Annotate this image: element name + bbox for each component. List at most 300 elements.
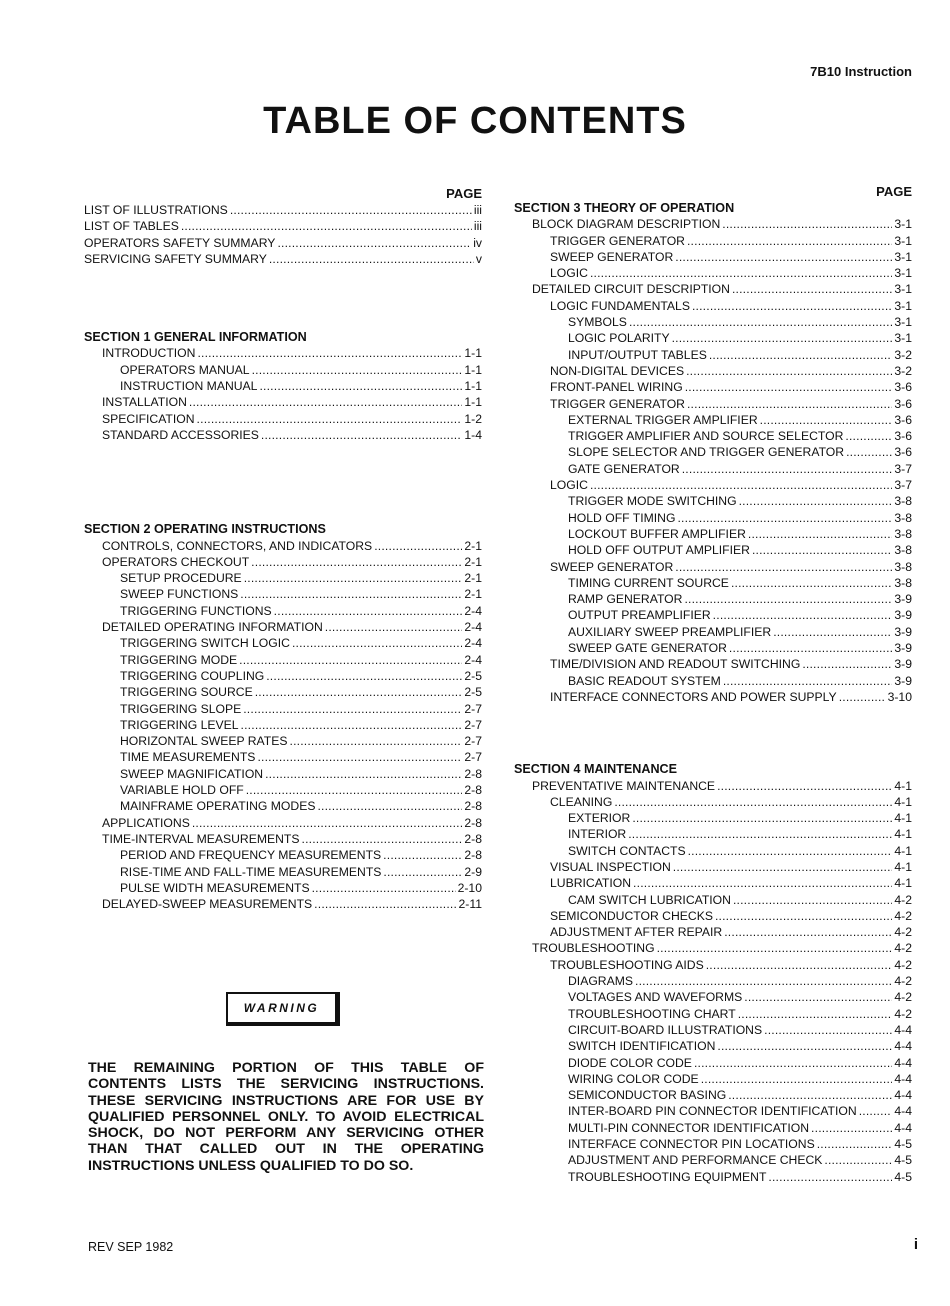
dot-leader	[292, 635, 462, 651]
toc-entry-label: LOGIC POLARITY	[568, 331, 670, 346]
toc-entry-label: HOLD OFF OUTPUT AMPLIFIER	[568, 543, 750, 558]
toc-entry	[514, 1071, 912, 1087]
page-number: i	[913, 1236, 918, 1253]
toc-entry-label: INTRODUCTION	[102, 346, 196, 361]
revision-date: REV SEP 1982	[88, 1240, 174, 1254]
toc-entry	[84, 749, 482, 765]
toc-entry-page: 3-1	[894, 217, 912, 232]
dot-leader	[251, 554, 462, 570]
page-column-label: PAGE	[876, 184, 912, 199]
toc-entry-page: 2-8	[464, 766, 482, 781]
toc-entry-page: 2-1	[464, 554, 482, 569]
toc-entry	[84, 345, 482, 361]
toc-entry	[84, 766, 482, 782]
toc-entry-page: 4-4	[894, 1088, 912, 1103]
toc-entry-page: 3-8	[894, 575, 912, 590]
toc-entry-label: VOLTAGES AND WAVEFORMS	[568, 990, 743, 1005]
toc-entry	[84, 635, 482, 651]
dot-leader	[688, 843, 893, 859]
toc-entry	[514, 957, 912, 973]
toc-entry-label: INTERFACE CONNECTORS AND POWER SUPPLY	[550, 689, 837, 704]
toc-entry	[84, 864, 482, 880]
toc-entry-label: EXTERIOR	[568, 811, 631, 826]
toc-entry-page: 3-8	[894, 526, 912, 541]
toc-entry-label: OPERATORS SAFETY SUMMARY	[84, 235, 276, 250]
dot-leader	[257, 749, 462, 765]
toc-entry	[514, 1152, 912, 1168]
dot-leader	[614, 794, 892, 810]
toc-entry	[514, 656, 912, 672]
dot-leader	[230, 202, 472, 218]
toc-entry-page: 4-1	[894, 876, 912, 891]
toc-entry	[514, 1087, 912, 1103]
toc-entry	[514, 510, 912, 526]
toc-entry-label: INPUT/OUTPUT TABLES	[568, 347, 707, 362]
toc-entry-page: iv	[473, 235, 482, 250]
dot-leader	[733, 892, 892, 908]
toc-entry-page: 3-1	[894, 233, 912, 248]
toc-entry	[514, 908, 912, 924]
dot-leader	[246, 782, 463, 798]
toc-entry-page: 2-4	[464, 636, 482, 651]
toc-entry-page: 3-8	[894, 543, 912, 558]
warning-badge	[226, 992, 340, 1026]
toc-entry-page: 4-4	[894, 1120, 912, 1135]
dot-leader	[383, 847, 462, 863]
dot-leader	[706, 957, 893, 973]
dot-leader	[687, 396, 892, 412]
toc-entry-label: LUBRICATION	[550, 876, 632, 891]
dot-leader	[723, 673, 893, 689]
dot-leader	[325, 619, 463, 635]
toc-entry	[84, 815, 482, 831]
toc-entry-page: 3-6	[894, 445, 912, 460]
dot-leader	[802, 656, 892, 672]
toc-entry-page: 4-4	[894, 1039, 912, 1054]
dot-leader	[752, 542, 892, 558]
toc-entry	[514, 542, 912, 558]
toc-entry-page: 3-1	[894, 331, 912, 346]
toc-entry	[84, 570, 482, 586]
toc-entry-page: 2-5	[464, 685, 482, 700]
toc-entry-page: 2-1	[464, 538, 482, 553]
dot-leader	[317, 798, 462, 814]
toc-entry	[514, 379, 912, 395]
toc-entry-label: SEMICONDUCTOR BASING	[568, 1088, 727, 1103]
toc-entry-page: 3-9	[894, 624, 912, 639]
toc-entry	[514, 396, 912, 412]
dot-leader	[729, 640, 892, 656]
toc-entry-page: iii	[473, 203, 482, 217]
toc-entry-label: APPLICATIONS	[102, 815, 190, 830]
toc-entry-label: RAMP GENERATOR	[568, 592, 683, 607]
toc-entry-label: TRIGGERING SLOPE	[120, 701, 242, 716]
toc-entry-label: INTER-BOARD PIN CONNECTOR IDENTIFICATION	[568, 1104, 857, 1119]
toc-entry-page: 4-4	[894, 1055, 912, 1070]
toc-entry	[84, 619, 482, 635]
toc-entry	[84, 538, 482, 554]
dot-leader	[845, 428, 892, 444]
toc-entry-label: LOGIC	[550, 478, 588, 493]
toc-entry-label: GATE GENERATOR	[568, 461, 680, 476]
dot-leader	[839, 689, 886, 705]
toc-entry	[84, 880, 482, 896]
dot-leader	[811, 1120, 892, 1136]
toc-entry	[514, 1038, 912, 1054]
toc-entry	[514, 298, 912, 314]
toc-entry-page: 3-9	[894, 673, 912, 688]
toc-entry	[514, 1022, 912, 1038]
dot-leader	[682, 461, 893, 477]
toc-entry-page: 4-4	[894, 1071, 912, 1086]
toc-entry	[84, 394, 482, 410]
front-matter-list	[84, 202, 482, 267]
toc-entry	[84, 733, 482, 749]
toc-entry-label: LOCKOUT BUFFER AMPLIFIER	[568, 526, 746, 541]
toc-entry-page: 1-1	[464, 395, 482, 410]
toc-entry-label: LIST OF ILLUSTRATIONS	[84, 203, 228, 217]
toc-entry-page: 2-1	[464, 587, 482, 602]
toc-entry	[514, 347, 912, 363]
toc-entry	[84, 684, 482, 700]
toc-entry	[514, 1103, 912, 1119]
dot-leader	[657, 940, 893, 956]
dot-leader	[768, 1169, 892, 1185]
toc-entry-page: 3-9	[894, 592, 912, 607]
dot-leader	[632, 810, 892, 826]
dot-leader	[244, 570, 463, 586]
toc-entry	[514, 444, 912, 460]
toc-entry-page: 2-4	[464, 652, 482, 667]
toc-entry-page: 3-1	[894, 298, 912, 313]
toc-entry	[84, 427, 482, 443]
toc-entry-label: WIRING COLOR CODE	[568, 1071, 699, 1086]
toc-entry-label: INTERIOR	[568, 827, 627, 842]
toc-entry-label: FRONT-PANEL WIRING	[550, 380, 683, 395]
toc-entry-label: LOGIC FUNDAMENTALS	[550, 298, 690, 313]
toc-entry-page: 1-2	[464, 411, 482, 426]
toc-entry-page: 4-2	[894, 1006, 912, 1021]
left-column	[84, 186, 482, 912]
dot-leader	[846, 444, 892, 460]
dot-leader	[312, 880, 456, 896]
toc-entry	[514, 973, 912, 989]
toc-entry-page: 2-4	[464, 620, 482, 635]
dot-leader	[189, 394, 462, 410]
toc-entry-page: 4-1	[894, 811, 912, 826]
dot-leader	[290, 733, 463, 749]
toc-entry-page: 3-8	[894, 510, 912, 525]
dot-leader	[633, 875, 892, 891]
toc-entry	[514, 477, 912, 493]
toc-entry-label: CONTROLS, CONNECTORS, AND INDICATORS	[102, 538, 373, 553]
toc-entry-page: 4-2	[894, 908, 912, 923]
toc-entry	[84, 717, 482, 733]
toc-entry-page: 3-10	[887, 689, 912, 704]
toc-entry	[514, 493, 912, 509]
toc-entry	[84, 362, 482, 378]
toc-entry	[84, 554, 482, 570]
toc-entry-page: 3-1	[894, 315, 912, 330]
toc-entry-page: 2-1	[464, 571, 482, 586]
dot-leader	[274, 603, 463, 619]
dot-leader	[383, 864, 462, 880]
toc-entry-page: 2-10	[457, 880, 482, 895]
toc-entry-label: CLEANING	[550, 794, 613, 809]
toc-entry-label: OPERATORS CHECKOUT	[102, 554, 250, 569]
toc-entry-page: 4-2	[894, 957, 912, 972]
dot-leader	[261, 427, 462, 443]
toc-entry-label: SERVICING SAFETY SUMMARY	[84, 251, 267, 266]
dot-leader	[629, 314, 892, 330]
dot-leader	[687, 233, 892, 249]
toc-entry-label: PERIOD AND FREQUENCY MEASUREMENTS	[120, 848, 382, 863]
dot-leader	[590, 477, 892, 493]
toc-entry-page: 4-2	[894, 974, 912, 989]
toc-entry	[514, 591, 912, 607]
toc-entry-page: 1-1	[464, 346, 482, 361]
toc-entry-label: SWITCH CONTACTS	[568, 843, 686, 858]
dot-leader	[722, 216, 892, 232]
toc-entry-label: VISUAL INSPECTION	[550, 859, 671, 874]
toc-entry	[84, 202, 482, 218]
section-1-list	[84, 345, 482, 443]
dot-leader	[677, 510, 892, 526]
dot-leader	[773, 624, 892, 640]
toc-entry-label: TIME MEASUREMENTS	[120, 750, 256, 765]
toc-entry-page: 3-6	[894, 412, 912, 427]
toc-entry-label: TRIGGER GENERATOR	[550, 233, 685, 248]
toc-entry	[84, 831, 482, 847]
warning-badge-label: WARNING	[243, 1001, 320, 1015]
dot-leader	[277, 235, 471, 251]
toc-entry-page: 2-8	[464, 799, 482, 814]
toc-entry	[514, 281, 912, 297]
toc-entry-label: INSTALLATION	[102, 395, 187, 410]
toc-entry-page: 2-8	[464, 848, 482, 863]
toc-entry-page: 4-2	[894, 925, 912, 940]
toc-entry	[84, 218, 482, 234]
toc-entry	[84, 603, 482, 619]
dot-leader	[673, 859, 893, 875]
toc-entry	[514, 859, 912, 875]
toc-entry-label: PULSE WIDTH MEASUREMENTS	[120, 880, 310, 895]
toc-entry-page: 4-2	[894, 941, 912, 956]
toc-entry	[514, 461, 912, 477]
toc-entry-label: TIME-INTERVAL MEASUREMENTS	[102, 831, 300, 846]
dot-leader	[748, 526, 892, 542]
toc-entry	[514, 363, 912, 379]
dot-leader	[724, 924, 892, 940]
dot-leader	[266, 668, 462, 684]
toc-entry-page: 2-7	[464, 734, 482, 749]
toc-entry	[84, 847, 482, 863]
toc-entry-page: 3-6	[894, 429, 912, 444]
toc-entry-page: 4-1	[894, 859, 912, 874]
toc-entry-page: 2-7	[464, 717, 482, 732]
toc-entry	[84, 896, 482, 912]
dot-leader	[709, 347, 893, 363]
section-1-title: SECTION 1 GENERAL INFORMATION	[84, 330, 307, 345]
toc-entry	[514, 689, 912, 705]
toc-entry	[514, 940, 912, 956]
toc-entry-page: 4-1	[894, 794, 912, 809]
toc-entry-label: AUXILIARY SWEEP PREAMPLIFIER	[568, 624, 772, 639]
dot-leader	[824, 1152, 892, 1168]
toc-entry-label: TRIGGER AMPLIFIER AND SOURCE SELECTOR	[568, 429, 844, 444]
toc-entry-page: 4-1	[894, 843, 912, 858]
section-4-list	[514, 778, 912, 1185]
dot-leader	[255, 684, 463, 700]
toc-entry-page: 3-8	[894, 494, 912, 509]
dot-leader	[672, 330, 893, 346]
toc-entry	[514, 778, 912, 794]
toc-entry-label: TIMING CURRENT SOURCE	[568, 575, 729, 590]
toc-entry-label: SEMICONDUCTOR CHECKS	[550, 908, 713, 923]
toc-entry-label: BASIC READOUT SYSTEM	[568, 673, 721, 688]
toc-entry	[514, 412, 912, 428]
toc-entry-page: 4-2	[894, 892, 912, 907]
toc-entry	[514, 810, 912, 826]
toc-entry-label: CIRCUIT-BOARD ILLUSTRATIONS	[568, 1022, 763, 1037]
right-column	[514, 184, 912, 1185]
toc-entry-label: TIME/DIVISION AND READOUT SWITCHING	[550, 657, 801, 672]
page-title: TABLE OF CONTENTS	[263, 100, 687, 142]
toc-entry	[514, 265, 912, 281]
dot-leader	[265, 766, 462, 782]
toc-entry-page: 4-5	[894, 1137, 912, 1152]
toc-entry-label: TRIGGERING MODE	[120, 652, 238, 667]
toc-entry-page: 2-7	[464, 701, 482, 716]
toc-entry-label: PREVENTATIVE MAINTENANCE	[532, 778, 716, 793]
toc-entry	[84, 378, 482, 394]
toc-entry	[84, 701, 482, 717]
dot-leader	[717, 1038, 892, 1054]
toc-entry-page: 4-1	[894, 827, 912, 842]
toc-entry-page: 1-1	[464, 362, 482, 377]
toc-entry-page: 3-2	[894, 363, 912, 378]
dot-leader	[728, 1087, 892, 1103]
toc-entry-label: MAINFRAME OPERATING MODES	[120, 799, 316, 814]
dot-leader	[239, 652, 462, 668]
toc-entry-label: RISE-TIME AND FALL-TIME MEASUREMENTS	[120, 864, 382, 879]
dot-leader	[590, 265, 892, 281]
toc-entry-page: 2-11	[458, 897, 482, 912]
dot-leader	[731, 575, 892, 591]
toc-entry-label: SETUP PROCEDURE	[120, 571, 242, 586]
dot-leader	[715, 908, 892, 924]
toc-entry-label: SWITCH IDENTIFICATION	[568, 1039, 716, 1054]
dot-leader	[635, 973, 892, 989]
toc-entry	[514, 1120, 912, 1136]
toc-entry-label: INTERFACE CONNECTOR PIN LOCATIONS	[568, 1137, 815, 1152]
dot-leader	[181, 218, 472, 234]
toc-entry	[514, 924, 912, 940]
toc-entry-label: TROUBLESHOOTING AIDS	[550, 957, 704, 972]
toc-entry	[84, 798, 482, 814]
toc-entry	[84, 411, 482, 427]
dot-leader	[859, 1103, 893, 1119]
toc-entry-page: 2-7	[464, 750, 482, 765]
toc-entry	[514, 1136, 912, 1152]
toc-entry	[514, 843, 912, 859]
toc-entry-page: 3-6	[894, 396, 912, 411]
toc-entry-label: SWEEP FUNCTIONS	[120, 587, 239, 602]
toc-entry	[84, 235, 482, 251]
toc-entry-label: TRIGGERING LEVEL	[120, 717, 239, 732]
toc-entry-page: 3-9	[894, 641, 912, 656]
toc-entry-label: SWEEP GATE GENERATOR	[568, 641, 727, 656]
toc-entry	[514, 1169, 912, 1185]
toc-entry-page: 4-4	[894, 1022, 912, 1037]
toc-entry-label: ADJUSTMENT AND PERFORMANCE CHECK	[568, 1153, 823, 1168]
toc-entry	[84, 652, 482, 668]
toc-entry-page: 3-9	[894, 608, 912, 623]
dot-leader	[684, 591, 892, 607]
section-2-title: SECTION 2 OPERATING INSTRUCTIONS	[84, 522, 326, 537]
dot-leader	[701, 1071, 893, 1087]
document-id: 7B10 Instruction	[810, 64, 912, 79]
toc-entry-label: EXTERNAL TRIGGER AMPLIFIER	[568, 412, 758, 427]
toc-entry-label: TRIGGER MODE SWITCHING	[568, 494, 737, 509]
dot-leader	[760, 412, 893, 428]
dot-leader	[197, 411, 463, 427]
toc-entry-label: SWEEP GENERATOR	[550, 249, 674, 264]
toc-entry-label: ADJUSTMENT AFTER REPAIR	[550, 925, 723, 940]
toc-entry-label: DETAILED CIRCUIT DESCRIPTION	[532, 282, 730, 297]
toc-entry-label: TRIGGERING SWITCH LOGIC	[120, 636, 290, 651]
toc-entry-page: 3-8	[894, 559, 912, 574]
toc-entry-label: HOLD OFF TIMING	[568, 510, 676, 525]
toc-entry	[514, 624, 912, 640]
page-column-label: PAGE	[446, 186, 482, 201]
toc-entry-label: TROUBLESHOOTING CHART	[568, 1006, 736, 1021]
dot-leader	[259, 378, 462, 394]
section-2-list	[84, 538, 482, 913]
toc-entry-label: SYMBOLS	[568, 315, 627, 330]
toc-entry	[514, 640, 912, 656]
dot-leader	[197, 345, 462, 361]
dot-leader	[675, 249, 892, 265]
dot-leader	[269, 251, 474, 267]
dot-leader	[374, 538, 462, 554]
dot-leader	[192, 815, 463, 831]
toc-entry-label: DETAILED OPERATING INFORMATION	[102, 620, 323, 635]
toc-entry-label: STANDARD ACCESSORIES	[102, 427, 259, 442]
section-4-title: SECTION 4 MAINTENANCE	[514, 762, 678, 777]
toc-entry-page: 3-1	[894, 266, 912, 281]
toc-entry-label: DIODE COLOR CODE	[568, 1055, 692, 1070]
toc-entry-label: VARIABLE HOLD OFF	[120, 783, 244, 798]
dot-leader	[314, 896, 456, 912]
toc-entry-page: 3-2	[894, 347, 912, 362]
toc-entry-page: 3-1	[894, 249, 912, 264]
toc-entry	[514, 1055, 912, 1071]
toc-entry-page: 3-6	[894, 380, 912, 395]
toc-entry-label: MULTI-PIN CONNECTOR IDENTIFICATION	[568, 1120, 810, 1135]
dot-leader	[302, 831, 463, 847]
toc-entry-page: 4-2	[894, 990, 912, 1005]
toc-entry-label: SPECIFICATION	[102, 411, 195, 426]
toc-entry-page: iii	[473, 219, 482, 234]
dot-leader	[686, 363, 892, 379]
toc-entry	[514, 892, 912, 908]
dot-leader	[738, 1006, 893, 1022]
warning-text: THE REMAINING PORTION OF THIS TABLE OF CONTENTS LISTS THE SERVICING INSTRUCTIONS. THESE SERVICING INSTRUCTIONS ARE FOR USE BY QUALIFIED PERSONNEL ONLY. TO AVOID ELECTRICAL SHOCK, DO NOT PERFORM ANY SERVICING OTHER THAN THAT CALLED OUT IN THE OPERATING INSTRUCTIONS UNLESS QUALIFIED TO DO SO.	[88, 1060, 484, 1174]
toc-entry-page: 2-8	[464, 783, 482, 798]
section-3-list	[514, 216, 912, 705]
toc-entry	[514, 526, 912, 542]
